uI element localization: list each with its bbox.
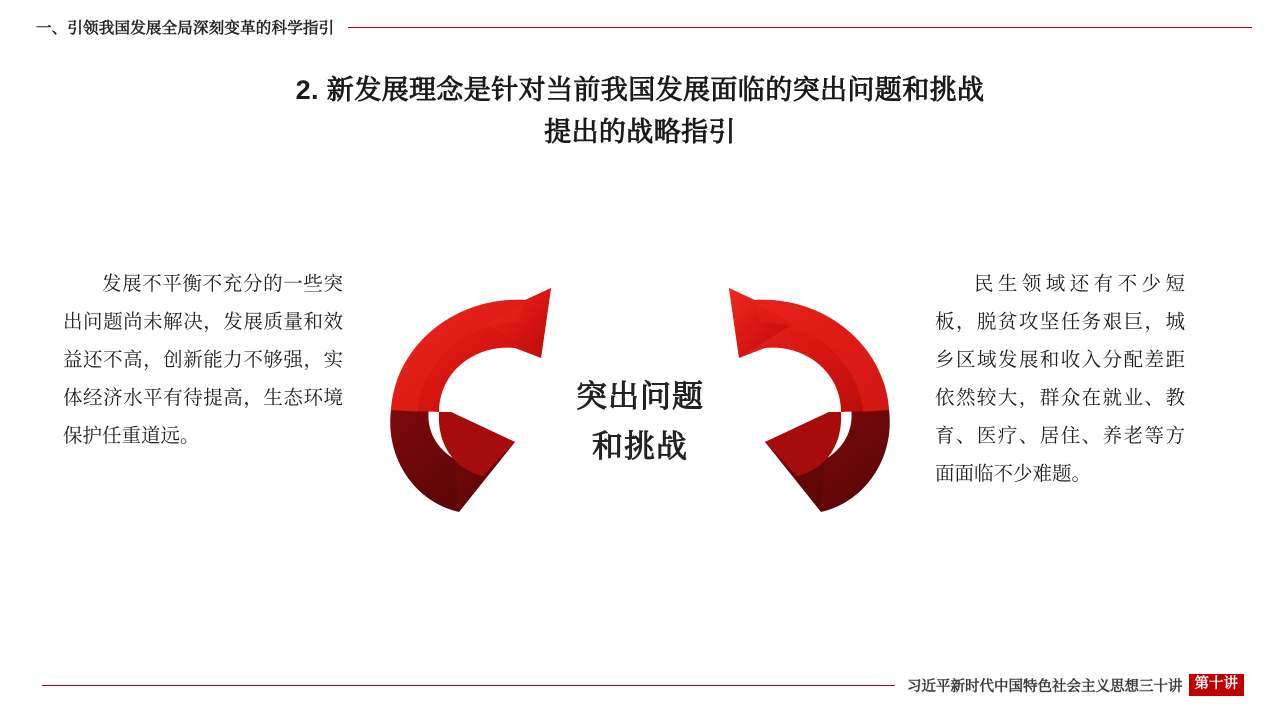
center-label-line-1: 突出问题 [576, 379, 704, 414]
left-column-paragraph: 发展不平衡不充分的一些突出问题尚未解决，发展质量和效益还不高，创新能力不够强，实体经济水平有待提高，生态环境保护任重道远。 [63, 273, 343, 448]
right-text-column [935, 265, 1185, 493]
right-arrow-shape [729, 288, 890, 512]
header-title: 一、引领我国发展全局深刻变革的科学指引 [36, 20, 335, 37]
left-arrow-shape [390, 288, 551, 512]
slide-footer [0, 672, 1280, 698]
right-column-paragraph: 民生领域还有不少短板，脱贫攻坚任务艰巨，城乡区域发展和收入分配差距依然较大，群众在就业、教育、医疗、居住、养老等方面面临不少难题。 [935, 273, 1185, 486]
page-title-line-1: 2. 新发展理念是针对当前我国发展面临的突出问题和挑战 [295, 75, 985, 105]
footer-title: 习近平新时代中国特色社会主义思想三十讲 [907, 678, 1183, 695]
page-title-line-2: 提出的战略指引 [544, 116, 736, 147]
header-divider-line [348, 27, 1252, 28]
left-text-column [63, 265, 343, 455]
footer-lecture-badge: 第十讲 [1189, 674, 1245, 696]
center-label-line-2: 和挑战 [592, 428, 688, 464]
slide-header [0, 14, 1280, 40]
footer-divider-line [42, 685, 895, 686]
page-title [0, 70, 1280, 154]
converging-arrows-diagram [355, 262, 925, 532]
